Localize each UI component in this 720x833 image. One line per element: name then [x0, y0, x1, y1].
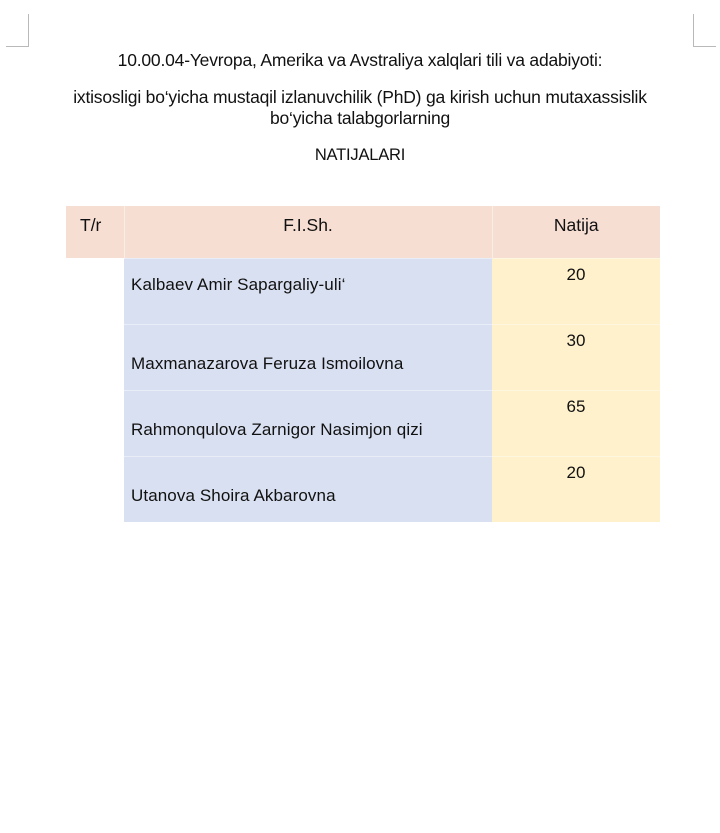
document-title-line-3: bo‘yicha talabgorlarning [269, 108, 451, 128]
row-number-cell [66, 324, 124, 390]
result-score-cell: 30 [492, 324, 660, 390]
applicant-name-cell: Kalbaev Amir Sapargaliy-uli‘ [124, 258, 492, 324]
result-score-cell: 65 [492, 390, 660, 456]
applicant-name-cell: Maxmanazarova Feruza Ismoilovna [124, 324, 492, 390]
applicant-name-cell: Utanova Shoira Akbarovna [124, 456, 492, 522]
row-number-cell [66, 390, 124, 456]
column-header-number: T/r [66, 206, 124, 258]
column-header-result: Natija [492, 206, 660, 258]
document-title-line-1: 10.00.04-Yevropa, Amerika va Avstraliya xalqlari tili va adabiyoti: [117, 50, 603, 70]
page-corner-mark-top-right [693, 14, 716, 47]
document-results-heading: NATIJALARI [314, 146, 406, 164]
result-score-cell: 20 [492, 258, 660, 324]
page-corner-mark-top-left [6, 14, 29, 47]
table-row [66, 390, 660, 456]
table-row [66, 456, 660, 522]
row-number-cell [66, 456, 124, 522]
column-header-full-name: F.I.Sh. [124, 206, 492, 258]
results-table [66, 206, 660, 522]
result-score-cell: 20 [492, 456, 660, 522]
table-row [66, 258, 660, 324]
table-row [66, 324, 660, 390]
document-title-line-2: ixtisosligi bo‘yicha mustaqil izlanuvchilik (PhD) ga kirish uchun mutaxassislik [73, 87, 647, 107]
row-number-cell [66, 258, 124, 324]
applicant-name-cell: Rahmonqulova Zarnigor Nasimjon qizi [124, 390, 492, 456]
results-table-header-row [66, 206, 660, 258]
